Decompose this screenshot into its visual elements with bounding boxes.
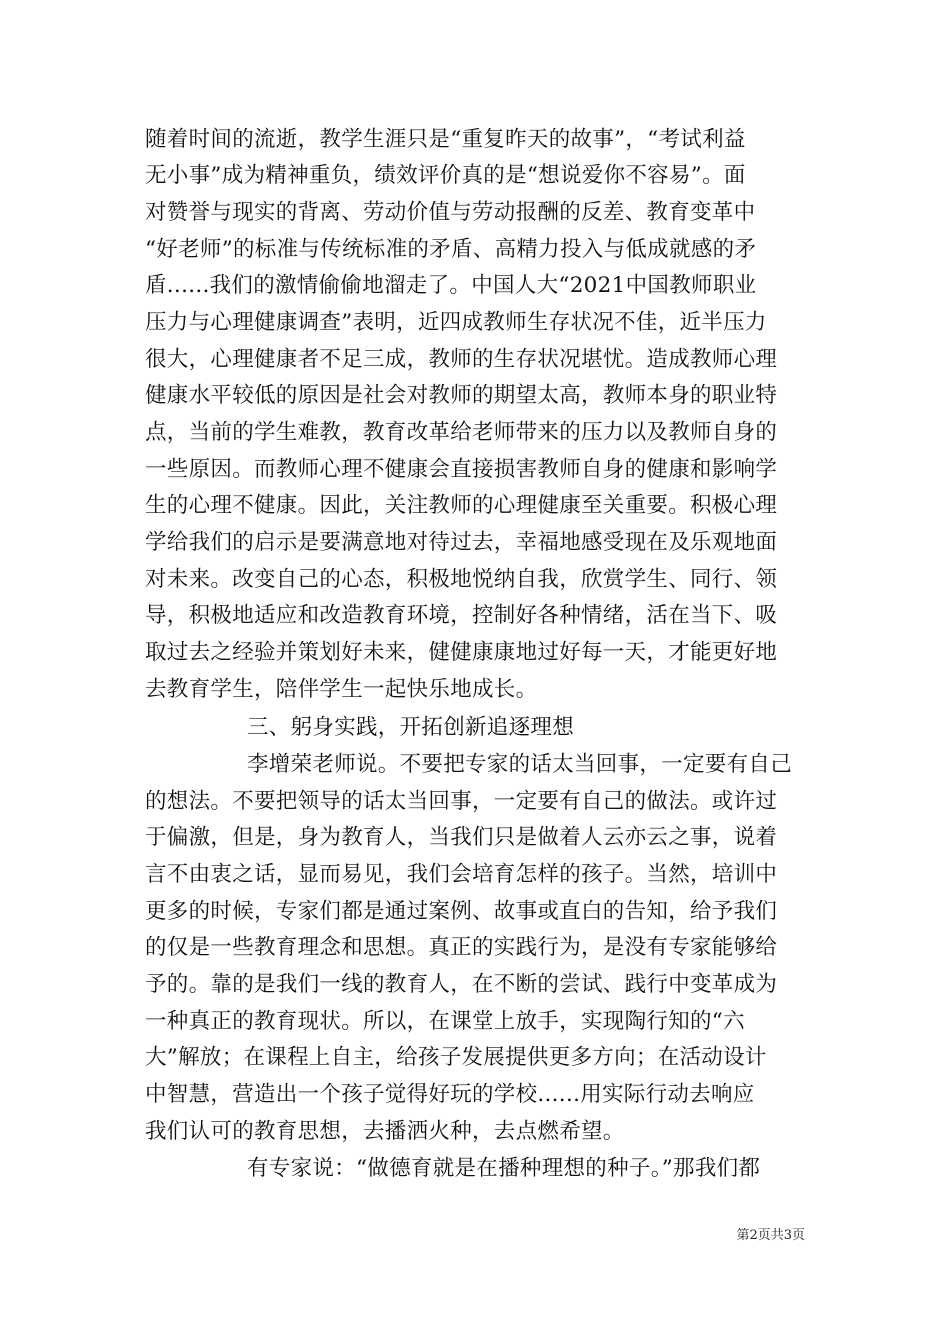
text-line: 的想法。不要把领导的话太当回事，一定要有自己的做法。或许过 bbox=[145, 789, 778, 814]
text-line: 很大，心理健康者不足三成，教师的生存状况堪忧。造成教师心理 bbox=[145, 347, 778, 372]
text-line: 对未来。改变自己的心态，积极地悦纳自我，欣赏学生、同行、领 bbox=[145, 567, 778, 592]
paragraph-first-line: 李增荣老师说。不要把专家的话太当回事，一定要有自己 bbox=[247, 752, 793, 777]
text-line: 点，当前的学生难教，教育改革给老师带来的压力以及教师自身的 bbox=[145, 420, 778, 445]
text-line: 大”解放；在课程上自主，给孩子发展提供更多方向；在活动设计 bbox=[145, 1045, 767, 1070]
text-line: 的仅是一些教育理念和思想。真正的实践行为，是没有专家能够给 bbox=[145, 935, 778, 960]
text-line: 一种真正的教育现状。所以，在课堂上放手，实现陶行知的“六 bbox=[145, 1009, 745, 1034]
text-line: 一些原因。而教师心理不健康会直接损害教师自身的健康和影响学 bbox=[145, 457, 778, 482]
text-line: 于偏激，但是，身为教育人，当我们只是做着人云亦云之事，说着 bbox=[145, 825, 778, 850]
text-line: 我们认可的教育思想，去播洒火种，去点燃希望。 bbox=[145, 1119, 625, 1144]
text-line: 言不由衷之话，显而易见，我们会培育怎样的孩子。当然，培训中 bbox=[145, 862, 778, 887]
text-line: 无小事”成为精神重负，绩效评价真的是“想说爱你不容易”。面 bbox=[145, 163, 746, 188]
text-line: 更多的时候，专家们都是通过案例、故事或直白的告知，给予我们 bbox=[145, 899, 778, 924]
text-line: 盾......我们的激情偷偷地溜走了。中国人大“2021中国教师职业 bbox=[145, 273, 757, 298]
text-line: 生的心理不健康。因此，关注教师的心理健康至关重要。积极心理 bbox=[145, 493, 778, 518]
section-heading: 三、躬身实践，开拓创新追逐理想 bbox=[247, 715, 575, 740]
text-line: 予的。靠的是我们一线的教育人，在不断的尝试、践行中变革成为 bbox=[145, 972, 778, 997]
text-line: 健康水平较低的原因是社会对教师的期望太高，教师本身的职业特 bbox=[145, 383, 778, 408]
page-number-footer: 第2页共3页 bbox=[736, 1228, 805, 1243]
text-line: 导，积极地适应和改造教育环境，控制好各种情绪，活在当下、吸 bbox=[145, 603, 778, 628]
text-line: 对赞誉与现实的背离、劳动价值与劳动报酬的反差、教育变革中 bbox=[145, 200, 756, 225]
text-line: 随着时间的流逝，教学生涯只是“重复昨天的故事”，“考试利益 bbox=[145, 127, 746, 152]
text-line: “好老师”的标准与传统标准的矛盾、高精力投入与低成就感的矛 bbox=[145, 237, 757, 262]
text-line: 中智慧，营造出一个孩子觉得好玩的学校......用实际行动去响应 bbox=[145, 1082, 755, 1107]
text-line: 去教育学生，陪伴学生一起快乐地成长。 bbox=[145, 677, 538, 702]
text-line: 学给我们的启示是要满意地对待过去，幸福地感受现在及乐观地面 bbox=[145, 530, 778, 555]
paragraph-first-line: 有专家说：“做德育就是在播种理想的种子。”那我们都 bbox=[247, 1156, 761, 1181]
text-line: 取过去之经验并策划好未来，健健康康地过好每一天，才能更好地 bbox=[145, 640, 778, 665]
text-line: 压力与心理健康调查”表明，近四成教师生存状况不佳，近半压力 bbox=[145, 310, 767, 335]
